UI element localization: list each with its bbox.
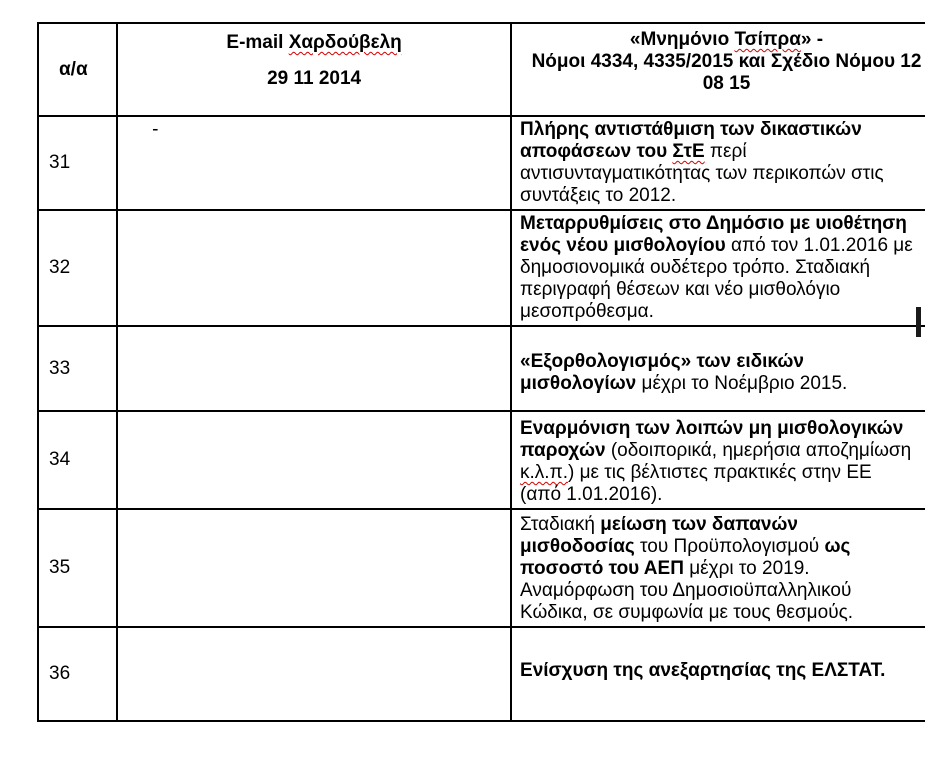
text-segment: δημοσιονομικά ουδέτερο τρόπο. Σταδιακή bbox=[520, 257, 871, 278]
memo-column-cell bbox=[511, 509, 925, 627]
text-segment: Ενίσχυση της ανεξαρτησίας της ΕΛΣΤΑΤ. bbox=[520, 660, 886, 681]
misspelled-word: Τσίπρα bbox=[734, 29, 801, 50]
text-segment: Πλήρης αντιστάθμιση των δικαστικών bbox=[520, 119, 862, 140]
text-segment: ) με τις βέλτιστες πρακτικές στην ΕΕ bbox=[567, 462, 872, 483]
text-segment: (οδοιπορικά, ημερήσια αποζημίωση bbox=[605, 440, 912, 461]
table-row bbox=[38, 411, 925, 509]
text-segment: » - bbox=[800, 29, 824, 50]
text-segment: μείωση των δαπανών bbox=[600, 514, 799, 535]
email-column-cell bbox=[117, 627, 511, 721]
text-segment: μέχρι το 2019. bbox=[683, 558, 810, 579]
text-segment: μεσοπρόθεσμα. bbox=[520, 301, 654, 322]
header-email-date: 29 11 2014 bbox=[267, 68, 362, 89]
misspelled-word: ΣτΕ bbox=[672, 141, 705, 162]
header-memo-title bbox=[513, 29, 925, 51]
text-segment: ενός νέου μισθολογίου bbox=[520, 235, 726, 256]
header-memo-column bbox=[511, 23, 925, 116]
text-segment: ως bbox=[824, 536, 851, 557]
text-segment: «Εξορθολογισμός» των ειδικών bbox=[520, 351, 805, 372]
text-segment: του Προϋπολογισμού bbox=[634, 536, 825, 557]
text-segment: Εναρμόνιση των λοιπών μη μισθολογικών bbox=[520, 418, 904, 439]
memo-column-cell bbox=[511, 116, 925, 210]
text-segment: Σταδιακή bbox=[520, 514, 601, 535]
header-email-title bbox=[119, 32, 509, 54]
text-segment: E-mail bbox=[226, 32, 289, 53]
text-segment: περί bbox=[704, 141, 747, 162]
text-cursor[interactable] bbox=[916, 307, 921, 337]
text-segment: περιγραφή θέσεων και νέο μισθολόγιο bbox=[520, 279, 841, 300]
misspelled-word: Χαρδούβελη bbox=[288, 32, 402, 53]
text-segment: από τον 1.01.2016 με bbox=[725, 235, 913, 256]
misspelled-word: κ.λ.π. bbox=[520, 462, 568, 483]
text-segment: μισθοδοσίας bbox=[520, 536, 635, 557]
email-column-cell bbox=[117, 411, 511, 509]
text-segment: μισθολογίων bbox=[520, 373, 637, 394]
row-number: 34 bbox=[38, 411, 117, 509]
header-memo-subtitle-line2: 08 15 bbox=[702, 73, 751, 94]
row-number: 33 bbox=[38, 326, 117, 411]
row-number: 32 bbox=[38, 210, 117, 326]
text-segment: Αναμόρφωση του Δημοσιοϋπαλληλικού bbox=[520, 580, 852, 601]
memo-column-cell bbox=[511, 326, 925, 411]
header-email-column bbox=[117, 23, 511, 116]
text-segment: μέχρι το Νοέμβριο 2015. bbox=[636, 373, 848, 394]
header-aa bbox=[38, 23, 117, 116]
text-segment: συντάξεις το 2012. bbox=[520, 185, 677, 206]
row-number: 36 bbox=[38, 627, 117, 721]
table-row bbox=[38, 509, 925, 627]
table-header-row bbox=[38, 23, 925, 116]
table-row bbox=[38, 210, 925, 326]
email-column-cell bbox=[117, 210, 511, 326]
text-segment: παροχών bbox=[520, 440, 606, 461]
row-number: 31 bbox=[38, 116, 117, 210]
text-segment: «Μνημόνιο bbox=[629, 29, 735, 50]
table-row bbox=[38, 116, 925, 210]
memo-column-cell bbox=[511, 210, 925, 326]
memo-comparison-table bbox=[37, 22, 925, 722]
text-segment: Μεταρρυθμίσεις στο Δημόσιο με υιοθέτηση bbox=[520, 213, 907, 234]
text-segment: ποσοστό του ΑΕΠ bbox=[520, 558, 684, 579]
text-segment: Κώδικα, σε συμφωνία με τους θεσμούς. bbox=[520, 602, 854, 623]
text-segment: (από 1.01.2016). bbox=[520, 484, 663, 505]
memo-column-cell bbox=[511, 411, 925, 509]
text-segment: αντισυνταγματικότητας των περικοπών στις bbox=[520, 163, 884, 184]
header-memo-subtitle-line1: Νόμοι 4334, 4335/2015 και Σχέδιο Νόμου 12 bbox=[531, 51, 922, 72]
header-aa-label: α/α bbox=[59, 58, 88, 80]
table-row bbox=[38, 627, 925, 721]
table-row bbox=[38, 326, 925, 411]
email-column-cell bbox=[117, 326, 511, 411]
memo-column-cell bbox=[511, 627, 925, 721]
email-column-cell bbox=[117, 509, 511, 627]
text-segment: αποφάσεων του bbox=[520, 141, 673, 162]
email-column-cell: - bbox=[117, 116, 511, 210]
row-number: 35 bbox=[38, 509, 117, 627]
